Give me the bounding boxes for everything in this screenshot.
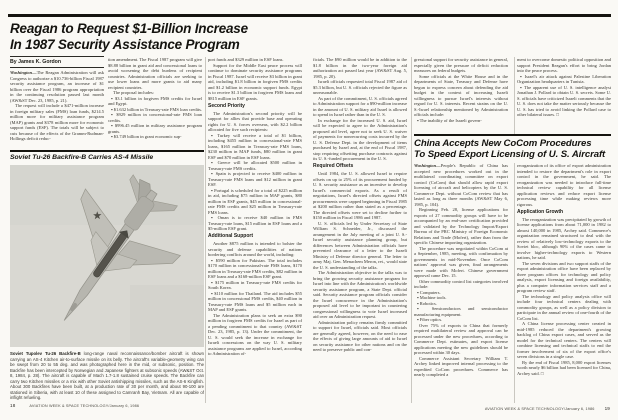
- china-headline-rule: [414, 134, 611, 136]
- bullet-item: ▪ Robotics.: [417, 300, 437, 306]
- paragraph: port funds and $329 million in ESF loans.: [208, 57, 284, 62]
- magazine-title-footer: AVIATION WEEK & SPACE TECHNOLOGY/January 6, 1986: [484, 407, 595, 411]
- paragraph: Another $875 million is intended to bolster the security and defense capabilities of nations bordering conflicts around the world, including:: [208, 241, 302, 257]
- bullet-item: ▪ Semiconductors and semiconductor manufacturing equipment.: [414, 306, 508, 317]
- article-column-1: [10, 70, 104, 150]
- paragraph: As part of the commitment, U. S. officials agreed to Administration support for a $90-million increase in the amount of U. S. military aid Israel is allowed to spend in Israel rather than in the U. S.: [313, 95, 407, 117]
- bullet-item: ▪ $3.1 billion in forgiven FMS credits for Israel and Egypt.: [108, 95, 202, 106]
- paragraph: The Administration's second priority will be support for allies that provide base and operating rights for U. S. forces overseas, with $2.2 billion allocated for five such recipients:: [208, 110, 302, 132]
- caption-lead: Soviet Tupolev Tu-26 Backfire-B: [10, 351, 81, 356]
- column-rule: [205, 57, 206, 403]
- bullet-item: ▪ $929 million in concessional-rate FMS loan credits.: [108, 112, 202, 123]
- bullet-item: ▪ Machine tools.: [417, 295, 447, 300]
- dateline: Washington—: [10, 70, 37, 75]
- bullet-item: ▪ Computers.: [417, 289, 441, 295]
- paragraph: Beginning Feb. 28, license applications for exports of 27 commodity groups will have to be accompanied by an end-user certification provided and validated by the Technology Import/Export Bureau of the PRC Ministry of Foreign Economic Relations and Trade (Mofert), rather than from the specific Chinese importing organization.: [414, 207, 508, 245]
- headline-line-2: To Speed Export Licensing of U. S. Aircraft: [414, 149, 606, 160]
- byline: By James K. Gordon: [10, 56, 104, 68]
- bullet-item: ▪ Greece will be allocated $500 million in Treasury-rate FMS credits.: [208, 160, 302, 171]
- paragraph: Other commodity control list categories involved include:: [414, 278, 508, 289]
- page-number-right: 19: [604, 406, 610, 411]
- subhead: Additional Support: [208, 233, 253, 239]
- page-number-left: 18: [10, 403, 16, 408]
- paragraph: tion amendment. The Fiscal 1987 program will give $8.88 billion in grant aid and concessional loans to avoid worsening the debt burdens of recipient countries. Administration officials are seeking to use lower loans and more grants to aid many recipient countries.: [108, 57, 202, 90]
- dateline: Washington—: [414, 163, 441, 168]
- column-rule: [514, 57, 515, 134]
- paragraph: The Administration plans to seek an extra $90 million in forgiven FMS credits for Israel as part of a pending commitment to that country (AW&ST Dec. 23, 1985, p. 13). Under the commitment, the U. S. would seek the increase in exchange for Israeli concessions on the way U. S. military assistance programs are applied to Israel, according to Administration of-: [208, 312, 302, 356]
- bullet-item: ▪ $590 million for Pakistan. The total includes $170 million in concessional-rate FMS loans, $170 million in Treasury-rate FMS credits, $82 million in ESF loans and a $168-million ESF grant.: [208, 257, 302, 279]
- bullet-item: ▪ Oman is to receive $40 million in FMS Treasury-rate loans, $15 million in ESF loans and a $5-million ESF grant.: [208, 215, 302, 231]
- article-column-6-top: [517, 57, 611, 135]
- paragraph: Until 1984, the U. S. allowed Israel to require offsets on up to 25% of its procurement funded by U. S. security assistance as an incentive to develop Israel's commercial exports. As a result of negotiations, Israel's directed offsets against FMS procurements were capped beginning in Fiscal 1985 at $200 million rather than stated as a percentage. The directed offsets were set to decline further to $150 million in Fiscal 1986 and 1987.: [313, 171, 407, 220]
- paragraph: In exchange for the increased U. S. aid, Israel will be expected to agree to the Administration's proposed aid level, agree not to seek U. S. waiver of payments for nonrecurring costs incurred by the U. S. Defense Dept. in the development of items purchased by Israel and, at the end of Fiscal 1987, stop requiring offsetting purchase contracts against its U. S.-funded procurement in the U. S.: [313, 117, 407, 161]
- bullet-item: ▪ $175 million in Treasury-rate FMS credits for South Korea.: [208, 279, 302, 290]
- article-column-5-top: [414, 57, 508, 135]
- caption-text: long-range naval reconnaissance/bomber aircraft is shown carrying an AS-4 Kitchen air-to-surface missile on its belly. The aircraft's variable-geometry wing can be swept from 20 to 55 deg. and was photographed here in the mid, or subsonic, position. The Backfire has been intercepted by Norwegian and Japanese fighters at subsonic speeds (AW&ST Oct. 8, 1984, p. 28). The aircraft is capable of Mach 1.7-1.8 sustained cruise speeds. The Backfire can carry two Kitchen missiles or a mix with other Soviet antishipping missiles, such as the AS-6 Kingfish. About 300 Backfires have been built, at a production rate of 30 per month, and about 90-100 are stationed in Siberia, with at least 10 of these assigned to Camranh Bay, Vietnam. All are capable of inflight refueling.: [10, 351, 204, 400]
- bullet-item: ▪ $996.45 million in military assistance program grants.: [108, 123, 202, 134]
- backfire-bomber-photo: [10, 165, 204, 347]
- headline-line-1: Reagan to Request $1-Billion Increase: [10, 21, 248, 36]
- bullet-item: ▪ Fiber optics.: [417, 317, 443, 322]
- bullet-item: ▪ Spain is projected to receive $400 million in Treasury-rate FMS loans and $12 million in grant ESF.: [208, 171, 302, 187]
- china-column-5: [414, 163, 508, 402]
- article-column-2: [108, 57, 202, 150]
- paragraph: gressional support for security assistance in general, especially given the pressure of deficit reduction measures on federal budgets.: [414, 57, 508, 73]
- paragraph: Washington—The Reagan Administration will ask Congress to authorize a $10.736-billion Fiscal 1987 security assistance program, an increase of $1 billion over the Fiscal 1986 program appropriation in the continuing resolution passed last month (AW&ST Dec. 23, 1985, p. 21).: [10, 70, 104, 103]
- paragraph: The proposal includes:: [113, 90, 154, 95]
- paragraph: The Administration objective in the talks was to bring the growing security assistance program for Israel into line with the Administration's worldwide security assistance program, a State Dept. official said. Security assistance program officials consider the Israel concurrence in the Administration's proposed aid level to be important in countering congressional willingness to vote Israel increased aid over an Administration request.: [313, 270, 407, 319]
- bullet-item: ▪ Turkey will receive a total of $1 billion, including $455 million in concessional-rate FMS loans, $165 million in Treasury-rate FMS loans, $230 million in MAP funds, $80 million in grant ESF and $70 million in ESF loans.: [208, 132, 302, 160]
- column-rule: [411, 57, 412, 403]
- paragraph: Administration policy remains firmly committed to support for Israel, officials said. Most officials are generally agreed, however, on the need to ease the effects of giving large amounts of aid to Israel on security assistance for other nations and on the need to preserve public and con-: [313, 319, 407, 352]
- paragraph: Washington—People's Republic of China has accepted new procedures worked out in the multilateral coordinating committee on export control (CoCom) that should allow rapid export licensing of aircraft and helicopters by the U. S. Commerce Dept. without CoCom review that has lasted as long as three months (AW&ST May 6, 1985, p. 104).: [414, 163, 508, 207]
- china-column-6: [517, 163, 611, 402]
- bullet-item: ▪ $3.749 billion in grant economic sup-: [111, 134, 182, 139]
- paragraph: The reorganization was precipitated by growth of license applications from about 71,000 in 1982 to almost 140,000 in 1985, Archey said. Commerce's organization remained structured to deal with the review of relatively low-technology exports to the Soviet bloc, although 90% of the cases came to involve higher-technology exports to Western nations, he said.: [517, 216, 611, 260]
- subhead: Second Priority: [208, 102, 245, 109]
- bullet-item: ▪ Israel's air attack against Palestine Liberation Organization headquarters in Tunisia.: [517, 73, 611, 84]
- article-column-3: [208, 57, 302, 403]
- photo-header-rule: [10, 150, 204, 152]
- bullet-item: ▪ The apparent use of U. S. intelligence analyst Jonathan J. Pollard to obtain U. S. secrets. Some U. S. officials have criticized Israeli comments that the U. S. does not take the matter seriously because the U. S. has tried to avoid linking the Pollard case to other bilateral issues. □: [517, 84, 611, 117]
- subhead: Required Offsets: [313, 163, 354, 169]
- subhead: Application Growth: [517, 208, 564, 215]
- paragraph: Some officials at the White House and in the departments of State, Treasury and Defense have begun to express concern about defending the aid budget in the context of increasing Israeli willingness to pursue Israel's interests without regard for U. S. interests. Recent strains on the U. S.-Israel relationship mentioned by Administration officials include:: [414, 73, 508, 117]
- reagan-article-headline: [10, 21, 308, 52]
- left-page-footer: [10, 403, 139, 408]
- paragraph: reorganization of its office of export administration intended to restore the department's role in export control in the government, he said. The reorganization was needed to introduce full-time technical review capability for all license application reviews and reduce export license processing time while making reviews more rigorous.: [517, 163, 611, 207]
- photo-caption: [10, 351, 204, 400]
- bullet-item: ▪ Portugal is scheduled for a total of $225 million in aid, including $75 million in MAP grants, $80 million in ESF grants, $45 million in concessional-rate FMS credits and $25 million in Treasury-rate FMS loans.: [208, 187, 302, 215]
- article-column-4: [313, 57, 407, 403]
- paragraph: Commerce Assistant Secretary William T. Archey linked improved internal processing to the expedited CoCom procedures. Commerce has nearly completed a: [414, 355, 508, 377]
- right-page-footer: [485, 406, 610, 411]
- photo-header: Soviet Tu-26 Backfire-B Carries AS-4 Missile: [10, 153, 154, 161]
- paragraph: ment to overcome domestic political opposition and support President Reagan's effort to bring Jordan into the peace process.: [517, 57, 611, 73]
- paragraph: The request will include a $471-million increase in foreign military sales (FMS) loan funds, $214.5 million more for military assistance program (MAP) grants and $378 million more for economic support funds (ESF). The totals will be subject to cuts because of the effects of the Gramm-Rudman-Hollings deficit reduc-: [10, 103, 104, 141]
- paragraph: The procedure was negotiated within CoCom at a September, 1985, meeting, with confirmation by governments in mid-November. Once CoCom nations' approval was given, final arrangements were made with Mofert. Chinese government approval came Dec. 15.: [414, 245, 508, 278]
- bullet-item: ▪ $1.632 billion in Treasury-rate FMS loan credits.: [111, 106, 202, 112]
- paragraph: Support for the Middle East peace process will continue to dominate security assistance programs in Fiscal 1987. Israel will receive $3 billion in grant aid, including $1.8 billion in forgiven FMS credits and $1.2 billion in economic support funds. Egypt is to receive $1.3 billion in forgiven FMS loans and $815 million in ESF grants.: [208, 62, 302, 101]
- paragraph: U. S. officials led by Under Secretary of State William S. Schneider, Jr., discussed the arrangement in the July meeting of a joint U. S.-Israel security assistance planning group, but differences between Administration officials have prevented clearance of a letter to the Israeli Ministry of Defense director general. The letter to army Maj. Gen. Menachem Meron, ret., would state the U. S. understanding of the talks.: [313, 220, 407, 270]
- headline-line-2: In 1987 Security Assistance Program: [10, 36, 240, 52]
- paragraph: By the end of Fiscal 1985, 8,000 export licenses worth nearly $6 billion had been licensed for China, Archey said. □: [517, 359, 611, 376]
- bullet-item: ▪ $110 million for Thailand. The aid includes $55 million in concessional FMS credits, $40 million in Treasury-rate FMS loans and $5 million each in MAP and ESF grants.: [208, 290, 302, 312]
- headline-line-1: China Accepts New CoCom Procedures: [414, 138, 592, 149]
- china-article-headline: [414, 138, 612, 160]
- paragraph: Israeli officials requested total Fiscal 1987 aid of $5.3 billion, but U. S. officials rejected the figure as unreasonable.: [313, 79, 407, 95]
- paragraph: Over 75% of exports to China that formerly required multilateral review and approval can be processed under the new procedures, according to Commerce Dept. estimates, and export license applications meeting the new guidelines should be processed within 30 days.: [414, 322, 508, 355]
- magazine-title-footer: AVIATION WEEK & SPACE TECHNOLOGY/January 6, 1986: [29, 404, 140, 408]
- paragraph: The technology and policy analysis office will include four technical centers dealing with commodity groups, as well as a policy division to participate in the annual review of one-fourth of the CoCom list.: [517, 293, 611, 321]
- paragraph: The seven divisions and two support staffs of the export administration office have been replaced by three program offices for technology and policy analysis, export licensing and foreign availability, plus a computer information services staff and a program review staff.: [517, 260, 611, 293]
- paragraph: A China license processing center created in mid-1985 reduced the department's growing backlog of China export cases, and served as the model for the technical centers. The centers will combine licensing and technical staffs to end the former involvement of six of the export office's seven divisions in a single case.: [517, 321, 611, 359]
- column-rule: [514, 163, 515, 403]
- page-top-rule: [8, 14, 611, 17]
- paragraph: ficials. The $90 million would be in addition to the $1.8 billion in the two-year foreign aid authorization act passed last year (AW&ST Aug. 5, 1985, p. 20).: [313, 57, 407, 79]
- bullet-item: ▪ The inability of the Israeli govern-: [417, 117, 482, 123]
